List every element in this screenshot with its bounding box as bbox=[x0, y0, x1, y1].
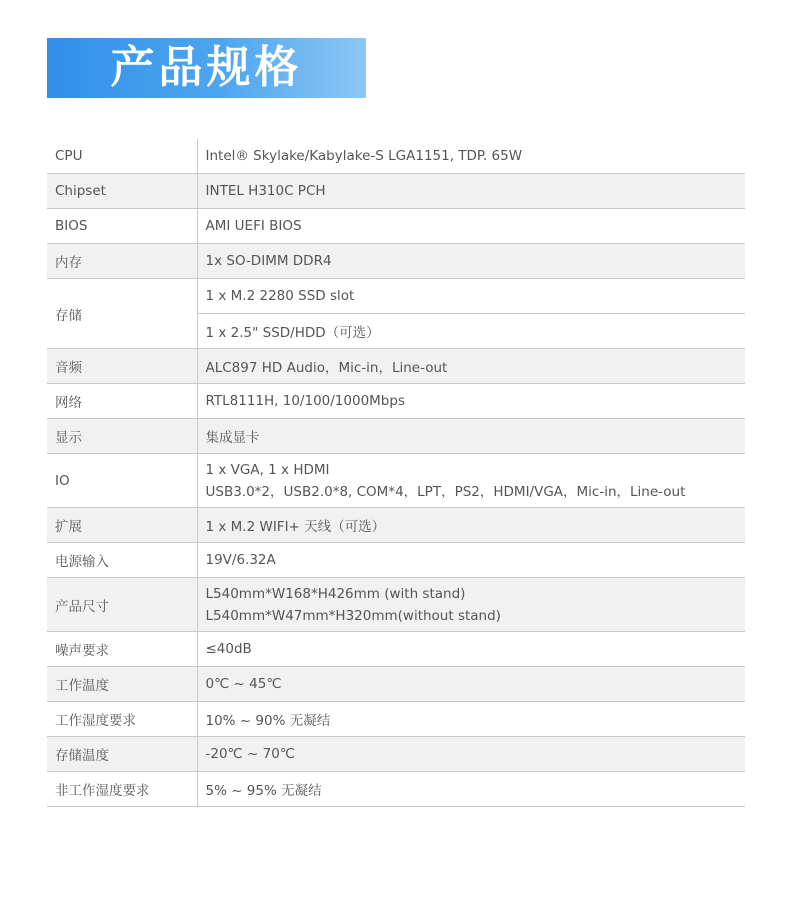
spec-value-line: L540mm*W168*H426mm (with stand) bbox=[205, 585, 466, 602]
spec-value: AMI UEFI BIOS bbox=[197, 209, 745, 244]
spec-row-audio bbox=[47, 349, 745, 384]
spec-row-expansion bbox=[47, 508, 745, 543]
spec-label: 显示 bbox=[47, 419, 197, 454]
spec-label: BIOS bbox=[47, 209, 197, 244]
spec-label: 扩展 bbox=[47, 508, 197, 543]
spec-label: 噪声要求 bbox=[47, 632, 197, 667]
spec-label: 存储 bbox=[47, 279, 197, 349]
spec-value: 19V/6.32A bbox=[197, 543, 745, 578]
spec-label: 工作湿度要求 bbox=[47, 702, 197, 737]
spec-value: 1 x 2.5" SSD/HDD（可选） bbox=[197, 314, 745, 349]
spec-label: CPU bbox=[47, 139, 197, 174]
spec-value: 5% ~ 95% 无凝结 bbox=[197, 772, 745, 807]
spec-value: RTL8111H, 10/100/1000Mbps bbox=[197, 384, 745, 419]
spec-value: INTEL H310C PCH bbox=[197, 174, 745, 209]
spec-label: 音频 bbox=[47, 349, 197, 384]
spec-value: Intel® Skylake/Kabylake-S LGA1151, TDP. 65W bbox=[197, 139, 745, 174]
spec-row-chipset bbox=[47, 174, 745, 209]
title-banner bbox=[47, 38, 366, 98]
spec-label: 网络 bbox=[47, 384, 197, 419]
spec-value: ≤40dB bbox=[197, 632, 745, 667]
spec-label: 产品尺寸 bbox=[47, 578, 197, 632]
spec-row-memory bbox=[47, 244, 745, 279]
spec-row-op-humidity bbox=[47, 702, 745, 737]
spec-label: Chipset bbox=[47, 174, 197, 209]
spec-value-line: 1 x VGA, 1 x HDMI bbox=[205, 461, 330, 478]
spec-row-cpu bbox=[47, 139, 745, 174]
page-title: 产品规格 bbox=[110, 42, 303, 93]
spec-value-line: L540mm*W47mm*H320mm(without stand) bbox=[205, 607, 501, 624]
spec-table bbox=[47, 139, 745, 807]
spec-label: 工作温度 bbox=[47, 667, 197, 702]
spec-value-line: USB3.0*2，USB2.0*8, COM*4，LPT，PS2，HDMI/VGA，Mic-in，Line-out bbox=[205, 483, 686, 500]
spec-value: 1x SO-DIMM DDR4 bbox=[197, 244, 745, 279]
spec-label: 存储温度 bbox=[47, 737, 197, 772]
spec-row-io bbox=[47, 454, 745, 508]
spec-row-bios bbox=[47, 209, 745, 244]
spec-value: 0℃ ~ 45℃ bbox=[197, 667, 745, 702]
spec-value: 1 x M.2 2280 SSD slot bbox=[197, 279, 745, 314]
spec-row-noise bbox=[47, 632, 745, 667]
spec-label: 电源输入 bbox=[47, 543, 197, 578]
spec-row-op-temp bbox=[47, 667, 745, 702]
spec-row-nonop-humidity bbox=[47, 772, 745, 807]
spec-value: ALC897 HD Audio，Mic-in，Line-out bbox=[197, 349, 745, 384]
spec-value bbox=[197, 454, 745, 508]
spec-row-storage-temp bbox=[47, 737, 745, 772]
spec-value: -20℃ ~ 70℃ bbox=[197, 737, 745, 772]
spec-row-network bbox=[47, 384, 745, 419]
spec-label: IO bbox=[47, 454, 197, 508]
spec-row-size bbox=[47, 578, 745, 632]
spec-label: 内存 bbox=[47, 244, 197, 279]
spec-row-storage bbox=[47, 279, 745, 314]
spec-value: 10% ~ 90% 无凝结 bbox=[197, 702, 745, 737]
spec-value bbox=[197, 578, 745, 632]
spec-value: 1 x M.2 WIFI+ 天线（可选） bbox=[197, 508, 745, 543]
spec-value: 集成显卡 bbox=[197, 419, 745, 454]
spec-row-display bbox=[47, 419, 745, 454]
spec-label: 非工作湿度要求 bbox=[47, 772, 197, 807]
spec-row-power bbox=[47, 543, 745, 578]
